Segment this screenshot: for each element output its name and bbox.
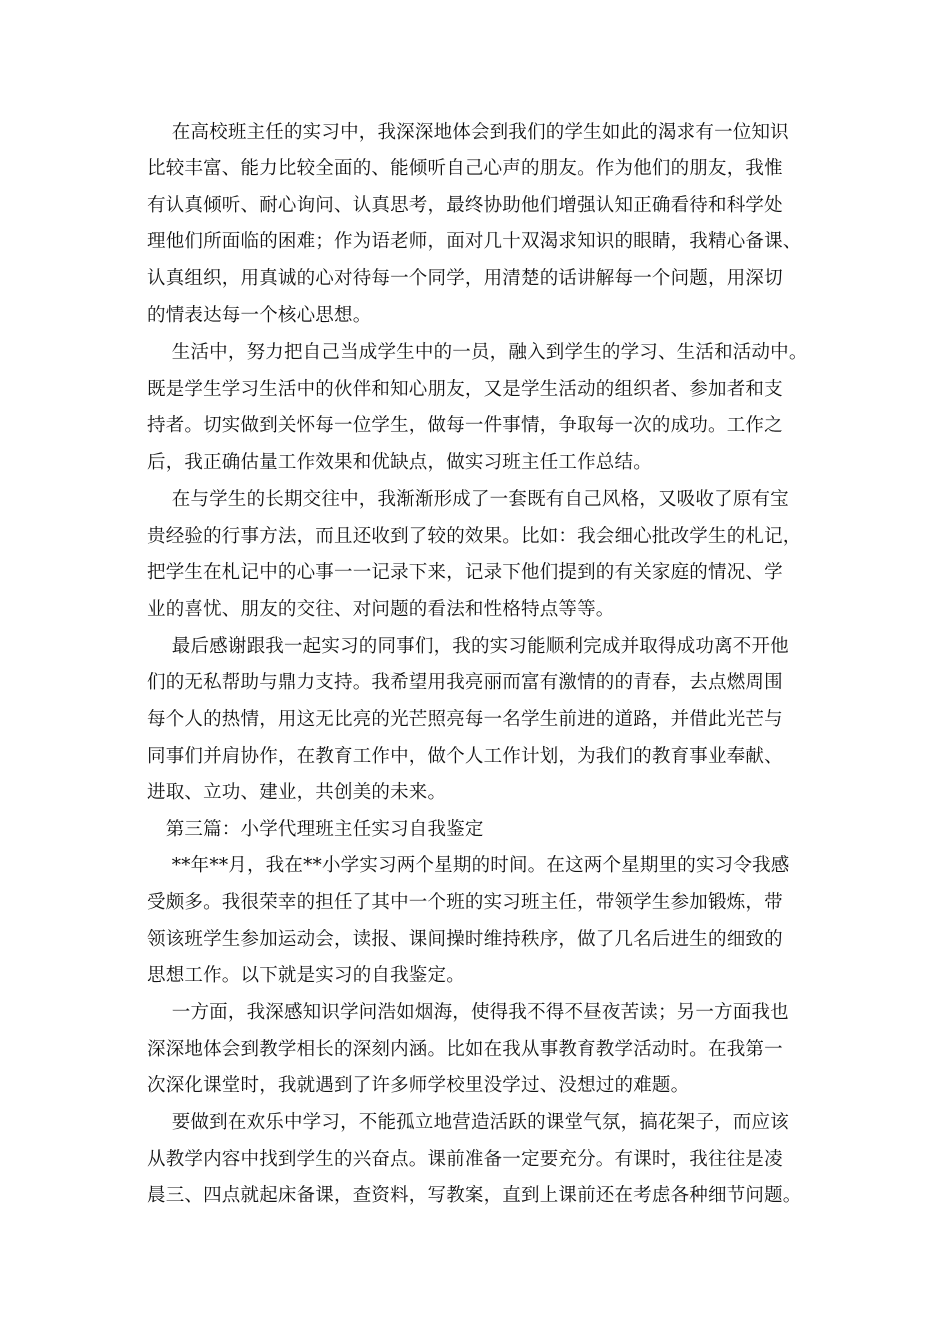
paragraph-line: 在与学生的长期交往中，我渐渐形成了一套既有自己风格，又吸收了原有宝 <box>147 489 789 510</box>
paragraph-line: 生活中，努力把自己当成学生中的一员，融入到学生的学习、生活和活动中。 <box>147 342 808 363</box>
paragraph-line: 理他们所面临的困难；作为语老师，面对几十双渴求知识的眼睛，我精心备课、 <box>147 231 802 252</box>
paragraph-line: 思想工作。以下就是实习的自我鉴定。 <box>147 965 465 986</box>
paragraph-line: 们的无私帮助与鼎力支持。我希望用我亮丽而富有激情的的青春，去点燃周围 <box>147 672 783 693</box>
paragraph-line: **年**月，我在**小学实习两个星期的时间。在这两个星期里的实习令我感 <box>147 855 790 876</box>
paragraph-line: 把学生在札记中的心事一一记录下来，记录下他们提到的有关家庭的情况、学 <box>147 562 783 583</box>
paragraph-line: 既是学生学习生活中的伙伴和知心朋友，又是学生活动的组织者、参加者和支 <box>147 379 783 400</box>
paragraph-line: 同事们并肩协作，在教育工作中，做个人工作计划，为我们的教育事业奉献、 <box>147 746 783 767</box>
paragraph-line: 次深化课堂时，我就遇到了许多师学校里没学过、没想过的难题。 <box>147 1075 690 1096</box>
paragraph-line: 有认真倾听、耐心询问、认真思考，最终协助他们增强认知正确看待和科学处 <box>147 195 783 216</box>
paragraph-line: 业的喜忧、朋友的交往、对问题的看法和性格特点等等。 <box>147 599 615 620</box>
paragraph-line: 每个人的热情，用这无比亮的光芒照亮每一名学生前进的道路，并借此光芒与 <box>147 709 783 730</box>
paragraph-line: 进取、立功、建业，共创美的未来。 <box>147 782 447 803</box>
paragraph-line: 认真组织，用真诚的心对待每一个同学，用清楚的话讲解每一个问题，用深切 <box>147 268 783 289</box>
paragraph-line: 领该班学生参加运动会，读报、课间操时维持秩序，做了几名后进生的细致的 <box>147 929 783 950</box>
paragraph-line: 后，我正确估量工作效果和优缺点，做实习班主任工作总结。 <box>147 452 652 473</box>
paragraph-line: 的情表达每一个核心思想。 <box>147 305 372 326</box>
paragraph-line: 在高校班主任的实习中，我深深地体会到我们的学生如此的渴求有一位知识 <box>147 122 789 143</box>
section-heading: 第三篇：小学代理班主任实习自我鉴定 <box>147 819 484 840</box>
paragraph-line: 晨三、四点就起床备课，查资料，写教案，直到上课前还在考虑各种细节问题。 <box>147 1185 802 1206</box>
paragraph-line: 比较丰富、能力比较全面的、能倾听自己心声的朋友。作为他们的朋友，我惟 <box>147 158 783 179</box>
paragraph-line: 要做到在欢乐中学习，不能孤立地营造活跃的课堂气氛，搞花架子，而应该 <box>147 1112 789 1133</box>
paragraph-line: 从教学内容中找到学生的兴奋点。课前准备一定要充分。有课时，我往往是凌 <box>147 1149 783 1170</box>
paragraph-line: 深深地体会到教学相长的深刻内涵。比如在我从事教育教学活动时。在我第一 <box>147 1039 783 1060</box>
paragraph-line: 受颇多。我很荣幸的担任了其中一个班的实习班主任，带领学生参加锻炼，带 <box>147 892 783 913</box>
paragraph-line: 一方面，我深感知识学问浩如烟海，使得我不得不昼夜苦读；另一方面我也 <box>147 1002 789 1023</box>
paragraph-line: 持者。切实做到关怀每一位学生，做每一件事情，争取每一次的成功。工作之 <box>147 415 783 436</box>
paragraph-line: 贵经验的行事方法，而且还收到了较的效果。比如：我会细心批改学生的札记， <box>147 526 802 547</box>
paragraph-line: 最后感谢跟我一起实习的同事们，我的实习能顺利完成并取得成功离不开他 <box>147 636 789 657</box>
